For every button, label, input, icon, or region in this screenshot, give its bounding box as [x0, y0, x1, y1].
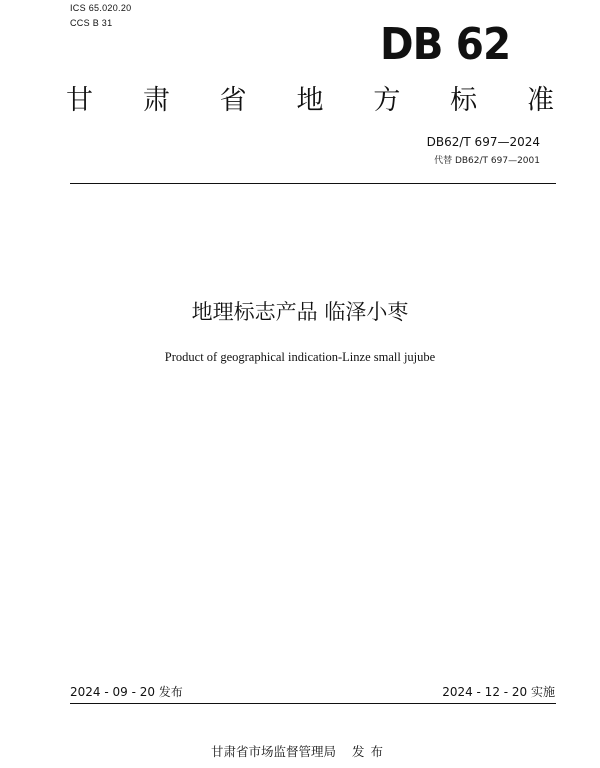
db62-logo: DB 62: [380, 19, 511, 70]
publisher-name: 甘肃省市场监督管理局: [210, 744, 336, 759]
bottom-divider: [70, 703, 556, 704]
issue-date: 2024 - 09 - 20 发布: [70, 685, 183, 699]
heading-char: 准: [526, 85, 554, 116]
publisher-line: [0, 744, 600, 760]
top-divider: [70, 183, 556, 184]
heading-char: 标: [450, 85, 478, 116]
english-title: Product of geographical indication-Linze small jujube: [164, 350, 436, 364]
local-standard-heading: [66, 84, 554, 118]
chinese-title: 地理标志产品 临泽小枣: [191, 300, 409, 324]
replaces-standard: 代替 DB62/T 697—2001: [434, 156, 540, 166]
heading-char: 肃: [142, 85, 170, 116]
heading-char: 省: [219, 85, 247, 116]
heading-char: 方: [373, 85, 401, 116]
heading-char: 甘: [66, 85, 93, 116]
heading-char: 地: [296, 85, 324, 116]
implementation-date: 2024 - 12 - 20 实施: [442, 685, 555, 699]
standard-number: DB62/T 697—2024: [426, 135, 540, 149]
ics-code: ICS 65.020.20: [70, 3, 132, 13]
publish-label: 发布: [352, 744, 390, 759]
ccs-code: CCS B 31: [70, 18, 113, 28]
